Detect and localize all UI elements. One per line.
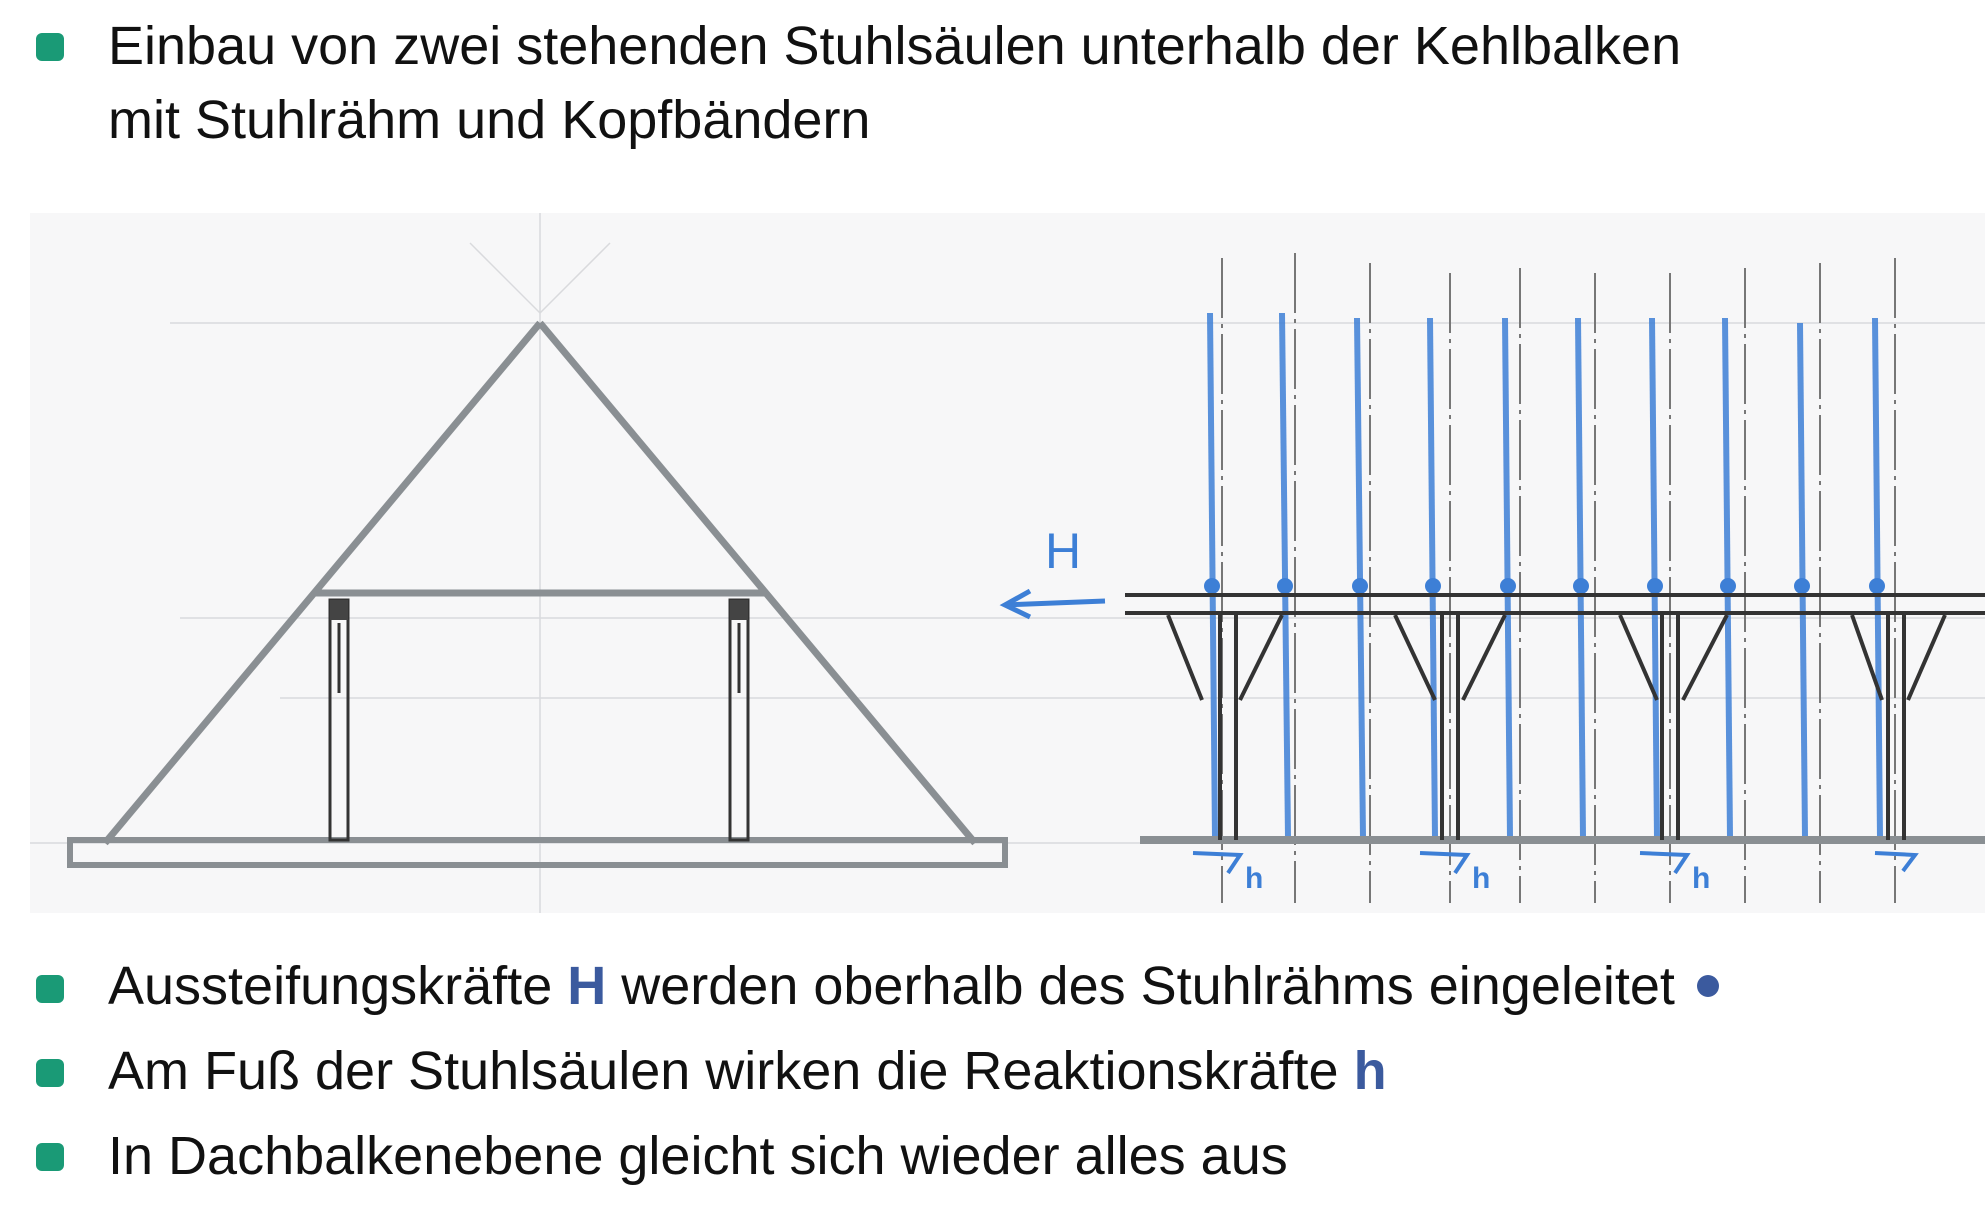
reaction-label-1: h [1245, 862, 1264, 895]
bullet-2-text: Am Fuß der Stuhlsäulen wirken die Reaktionskräfte h [108, 1041, 1387, 1101]
bullet-3-marker [36, 1143, 64, 1171]
reaction-label-2: h [1472, 862, 1491, 895]
intro-text-line1: Einbau von zwei stehenden Stuhlsäulen unterhalb der Kehlbalken [108, 16, 1682, 76]
bullet-3-text: In Dachbalkenebene gleicht sich wieder alles aus [108, 1126, 1288, 1186]
force-h-label: H [1045, 523, 1082, 579]
intro-bullet-marker [36, 33, 64, 61]
bullet-2-marker [36, 1059, 64, 1087]
reaction-label-3: h [1692, 862, 1711, 895]
roof-structure-sketch [30, 213, 1985, 913]
intro-text-line2: mit Stuhlrähm und Kopfbändern [108, 90, 871, 150]
bullet-1-marker [36, 975, 64, 1003]
load-point-symbol [1697, 975, 1719, 997]
bullet-1-text: Aussteifungskräfte H werden oberhalb des Stuhlrähms eingeleitet [108, 950, 1719, 1022]
sketch-paper [30, 213, 1985, 913]
